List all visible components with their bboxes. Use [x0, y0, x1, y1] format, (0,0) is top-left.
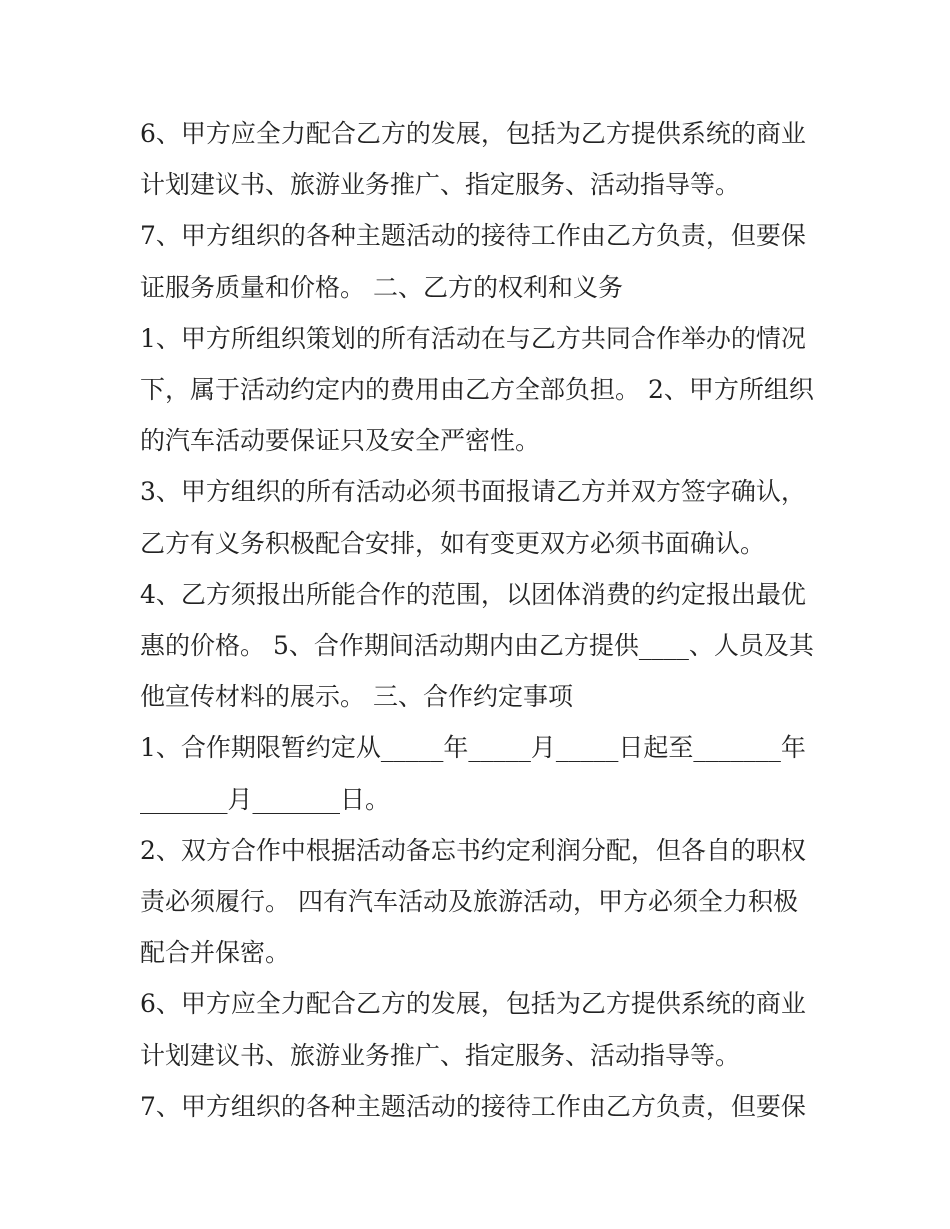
text-line: 的汽车活动要保证只及安全严密性。	[140, 426, 541, 456]
paragraph-clause-6-repeat	[140, 978, 820, 1080]
text-line: _______月_______日。	[140, 784, 391, 814]
text-line: 计划建议书、旅游业务推广、指定服务、活动指导等。	[140, 170, 741, 200]
text-line: 配合并保密。	[140, 938, 291, 968]
paragraph-term-clause-1	[140, 722, 820, 824]
text-line: 7、甲方组织的各种主题活动的接待工作由乙方负责，但要保	[140, 1091, 806, 1121]
text-line: 6、甲方应全力配合乙方的发展，包括为乙方提供系统的商业	[140, 119, 806, 148]
text-line: 3、甲方组织的所有活动必须书面报请乙方并双方签字确认，	[140, 477, 806, 507]
text-line: 4、乙方须报出所能合作的范围，以团体消费的约定报出最优	[140, 579, 806, 609]
text-line: 7、甲方组织的各种主题活动的接待工作由乙方负责，但要保	[140, 221, 806, 251]
text-line: 计划建议书、旅游业务推广、指定服务、活动指导等。	[140, 1040, 741, 1070]
paragraph-clause-6	[140, 108, 820, 210]
text-line: 他宣传材料的展示。 三、合作约定事项	[140, 682, 573, 712]
paragraph-clause-7-repeat	[140, 1081, 820, 1132]
paragraph-clause-7	[140, 210, 820, 312]
text-line: 1、合作期限暂约定从_____年_____月_____日起至_______年	[140, 733, 806, 763]
text-line: 2、双方合作中根据活动备忘书约定利润分配，但各自的职权	[140, 835, 806, 865]
paragraph-party-b-clause-3	[140, 466, 820, 568]
text-line: 证服务质量和价格。 二、乙方的权利和义务	[140, 272, 623, 302]
text-line: 乙方有义务积极配合安排，如有变更双方必须书面确认。	[140, 528, 766, 558]
text-line: 责必须履行。 四有汽车活动及旅游活动，甲方必须全力积极	[140, 887, 798, 917]
text-line: 惠的价格。 5、合作期间活动期内由乙方提供____、人员及其	[140, 631, 814, 661]
paragraph-term-clause-2	[140, 825, 820, 979]
paragraph-party-b-clause-1	[140, 313, 820, 467]
text-line: 1、甲方所组织策划的所有活动在与乙方共同合作举办的情况	[140, 323, 806, 353]
paragraph-party-b-clause-4	[140, 569, 820, 723]
text-line: 下，属于活动约定内的费用由乙方全部负担。 2、甲方所组织	[140, 375, 814, 405]
document-body	[140, 108, 820, 1132]
text-line: 6、甲方应全力配合乙方的发展，包括为乙方提供系统的商业	[140, 989, 806, 1019]
